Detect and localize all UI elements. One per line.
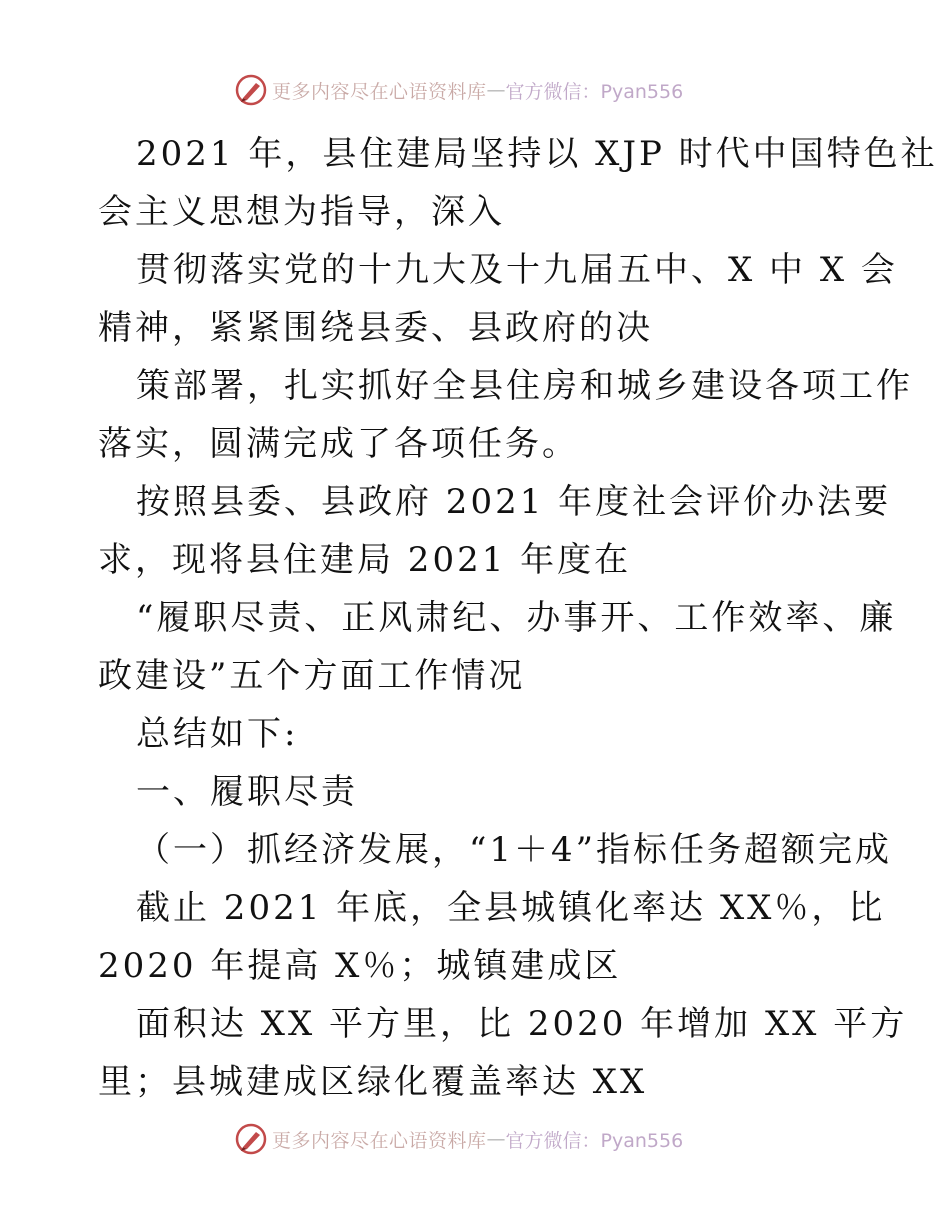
- body-line: 精神，紧紧围绕县委、县政府的决: [98, 308, 653, 348]
- watermark-dash: —: [486, 79, 506, 101]
- body-line: 按照县委、县政府 2021 年度社会评价办法要: [136, 482, 892, 522]
- body-line: 总结如下:: [136, 714, 299, 754]
- footer-watermark: [234, 1121, 683, 1157]
- body-line: 策部署，扎实抓好全县住房和城乡建设各项工作: [136, 366, 913, 406]
- body-line: 2020 年提高 X％；城镇建成区: [98, 946, 622, 986]
- watermark-text: 更多内容尽在心语资料库: [272, 80, 487, 103]
- header-watermark: [234, 72, 683, 108]
- watermark-text: 更多内容尽在心语资料库: [272, 1129, 487, 1152]
- body-line: 截止 2021 年底，全县城镇化率达 XX％，比: [136, 888, 886, 928]
- subsection-heading: （一）抓经济发展，“1＋4”指标任务超额完成: [136, 830, 893, 870]
- body-line: “履职尽责、正风肃纪、办事开、工作效率、廉: [136, 598, 897, 638]
- body-line: 落实，圆满完成了各项任务。: [98, 424, 579, 464]
- body-line: 会主义思想为指导，深入: [98, 192, 505, 232]
- pen-logo-icon: [234, 1122, 268, 1156]
- body-line: 2021 年，县住建局坚持以 XJP 时代中国特色社: [136, 134, 938, 174]
- watermark-account: 官方微信：Pyan556: [505, 1129, 684, 1152]
- body-line: 面积达 XX 平方里，比 2020 年增加 XX 平方: [136, 1004, 908, 1044]
- section-heading: 一、履职尽责: [136, 772, 358, 812]
- pen-logo-icon: [234, 73, 268, 107]
- watermark-account: 官方微信：Pyan556: [505, 80, 684, 103]
- body-line: 求，现将县住建局 2021 年度在: [98, 540, 632, 580]
- watermark-dash: —: [486, 1128, 506, 1150]
- body-line: 里；县城建成区绿化覆盖率达 XX: [98, 1062, 648, 1102]
- document-body: [98, 125, 938, 1111]
- body-line: 贯彻落实党的十九大及十九届五中、X 中 X 会: [136, 250, 898, 290]
- body-line: 政建设”五个方面工作情况: [98, 656, 526, 696]
